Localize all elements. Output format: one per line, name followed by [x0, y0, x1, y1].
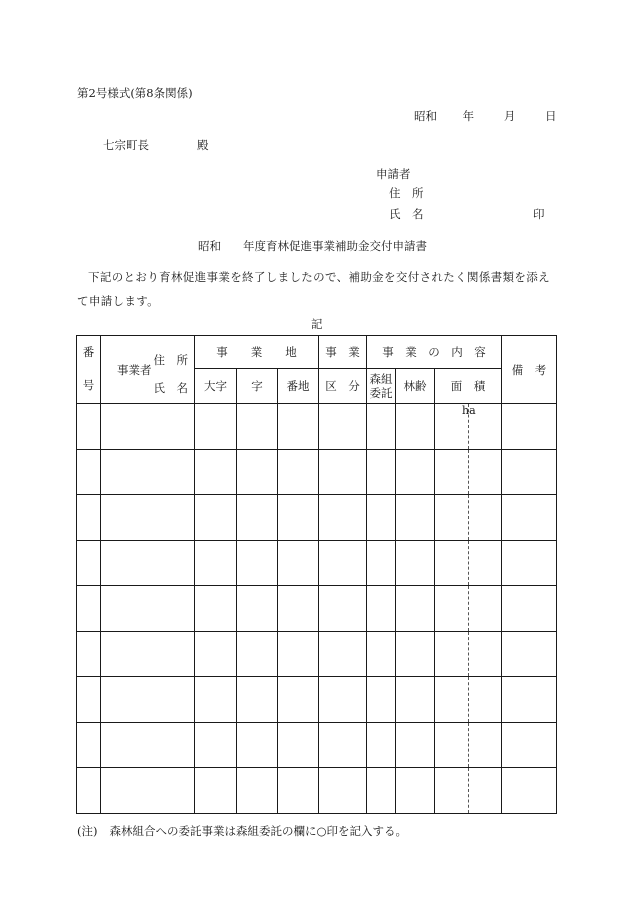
table-cell[interactable]	[278, 404, 319, 450]
col-operator	[101, 336, 195, 404]
table-cell[interactable]	[77, 586, 101, 632]
area-divider	[468, 632, 469, 677]
table-cell[interactable]	[367, 677, 396, 723]
col-category-sub: 区 分	[319, 369, 367, 404]
table-cell[interactable]	[278, 722, 319, 768]
table-cell[interactable]	[502, 722, 557, 768]
table-cell[interactable]	[396, 449, 435, 495]
table-cell[interactable]	[502, 404, 557, 450]
table-cell[interactable]	[319, 495, 367, 541]
col-lot: 番地	[278, 369, 319, 404]
addressee	[103, 137, 209, 153]
col-content: 事 業 の 内 容	[367, 336, 502, 369]
col-remarks: 備 考	[502, 336, 557, 404]
table-cell[interactable]	[435, 722, 502, 768]
table-cell[interactable]	[435, 631, 502, 677]
table-cell[interactable]	[367, 540, 396, 586]
date-day: 日	[544, 109, 557, 123]
table-cell[interactable]	[367, 631, 396, 677]
table-cell[interactable]	[278, 540, 319, 586]
table-cell[interactable]	[101, 586, 195, 632]
footnote	[77, 823, 407, 839]
table-cell[interactable]	[195, 586, 237, 632]
addressee-suffix: 殿	[197, 138, 209, 152]
table-cell[interactable]	[101, 449, 195, 495]
table-cell[interactable]	[502, 768, 557, 814]
table-cell[interactable]	[101, 631, 195, 677]
table-cell[interactable]	[278, 449, 319, 495]
date-month: 月	[503, 109, 516, 123]
table-cell[interactable]	[367, 495, 396, 541]
table-cell[interactable]	[77, 449, 101, 495]
operator-address-label: 住 所	[153, 353, 188, 367]
application-table	[76, 335, 557, 814]
document-title	[198, 238, 427, 254]
body-text: 下記のとおり育林促進事業を終了しましたので、補助金を交付されたく関係書類を添えて申請します。	[77, 270, 550, 308]
table-cell[interactable]	[101, 722, 195, 768]
table-cell[interactable]	[502, 449, 557, 495]
table-cell[interactable]	[502, 677, 557, 723]
date-line	[414, 108, 556, 124]
addressee-name: 七宗町長	[103, 138, 149, 152]
col-consign	[367, 369, 396, 404]
consign-text: 森組 委託	[369, 372, 393, 400]
table-cell[interactable]	[367, 449, 396, 495]
table-cell[interactable]	[319, 449, 367, 495]
col-aza: 字	[237, 369, 278, 404]
table-cell[interactable]	[435, 540, 502, 586]
table-cell[interactable]	[396, 586, 435, 632]
table-cell[interactable]	[278, 677, 319, 723]
note-text: 森林組合への委託事業は森組委託の欄に○印を記入する。	[109, 824, 408, 838]
table-row	[77, 677, 557, 723]
date-era: 昭和	[414, 109, 437, 123]
table-cell[interactable]	[101, 404, 195, 450]
seal-mark: 印	[533, 207, 545, 221]
col-number-top: 番	[82, 345, 95, 359]
col-area: 面 積	[435, 369, 502, 404]
table-cell[interactable]	[319, 586, 367, 632]
table-cell[interactable]	[278, 495, 319, 541]
table-cell[interactable]	[396, 495, 435, 541]
area-unit: ha	[462, 404, 476, 417]
col-age: 林齢	[396, 369, 435, 404]
table-cell[interactable]	[195, 404, 237, 450]
date-year: 年	[462, 109, 475, 123]
table-cell[interactable]	[77, 722, 101, 768]
table-cell[interactable]	[396, 722, 435, 768]
table-row	[77, 449, 557, 495]
table-row	[77, 404, 557, 450]
area-divider	[468, 541, 469, 586]
table-cell[interactable]	[101, 495, 195, 541]
area-divider	[468, 723, 469, 768]
table-row	[77, 722, 557, 768]
area-divider	[468, 495, 469, 540]
table-cell[interactable]	[195, 768, 237, 814]
table-cell[interactable]	[237, 631, 278, 677]
applicant-name-label: 氏 名	[389, 207, 424, 221]
table-cell[interactable]	[319, 677, 367, 723]
title-text: 年度育林促進事業補助金交付申請書	[243, 239, 427, 253]
operator-name-label: 氏 名	[153, 381, 188, 395]
table-cell[interactable]	[77, 677, 101, 723]
ki-mark: 記	[311, 317, 323, 331]
table-cell[interactable]	[367, 722, 396, 768]
table-row	[77, 586, 557, 632]
table-cell[interactable]	[77, 495, 101, 541]
table-cell[interactable]	[101, 768, 195, 814]
table-row	[77, 768, 557, 814]
area-divider	[468, 768, 469, 813]
note-label: (注)	[77, 824, 98, 838]
col-aza-large: 大字	[195, 369, 237, 404]
table-cell[interactable]	[502, 631, 557, 677]
table-row	[77, 495, 557, 541]
col-location: 事 業 地	[195, 336, 319, 369]
table-cell[interactable]	[435, 586, 502, 632]
table-cell[interactable]	[237, 768, 278, 814]
table-cell[interactable]	[278, 768, 319, 814]
table-cell[interactable]	[396, 540, 435, 586]
table-cell[interactable]	[195, 631, 237, 677]
applicant-address-label: 住 所	[389, 186, 424, 200]
table-row	[77, 631, 557, 677]
table-cell[interactable]	[367, 404, 396, 450]
table-cell[interactable]	[435, 495, 502, 541]
table-cell[interactable]	[435, 449, 502, 495]
table-cell[interactable]	[77, 404, 101, 450]
table-cell[interactable]	[237, 404, 278, 450]
table-cell[interactable]	[237, 495, 278, 541]
table-cell[interactable]	[435, 677, 502, 723]
table-cell[interactable]	[278, 586, 319, 632]
table-cell[interactable]	[319, 540, 367, 586]
form-number: 第2号様式(第8条関係)	[77, 86, 193, 100]
table-cell[interactable]	[278, 631, 319, 677]
table-cell[interactable]	[396, 677, 435, 723]
col-category: 事 業	[319, 336, 367, 369]
table-cell[interactable]	[435, 404, 502, 450]
table-cell[interactable]	[502, 495, 557, 541]
table-cell[interactable]	[319, 404, 367, 450]
table-cell[interactable]	[396, 631, 435, 677]
table-cell[interactable]	[237, 540, 278, 586]
table-cell[interactable]	[502, 540, 557, 586]
table-row	[77, 540, 557, 586]
table-cell[interactable]	[101, 540, 195, 586]
table-cell[interactable]	[367, 768, 396, 814]
table-cell[interactable]	[237, 677, 278, 723]
table-cell[interactable]	[435, 768, 502, 814]
table-cell[interactable]	[195, 722, 237, 768]
table-cell[interactable]	[77, 768, 101, 814]
col-number	[77, 336, 101, 404]
table-cell[interactable]	[502, 586, 557, 632]
area-divider	[468, 586, 469, 631]
table-cell[interactable]	[195, 540, 237, 586]
table-cell[interactable]	[195, 677, 237, 723]
table-cell[interactable]	[319, 631, 367, 677]
col-number-bottom: 号	[82, 378, 95, 392]
table-cell[interactable]	[101, 677, 195, 723]
table-cell[interactable]	[237, 586, 278, 632]
table-cell[interactable]	[195, 449, 237, 495]
operator-label: 事業者	[117, 363, 152, 377]
header-row-1	[77, 336, 557, 369]
table-cell[interactable]	[396, 768, 435, 814]
table-cell[interactable]	[237, 722, 278, 768]
applicant-label: 申請者	[376, 167, 411, 181]
table-cell[interactable]	[77, 631, 101, 677]
table-cell[interactable]	[237, 449, 278, 495]
table-cell[interactable]	[396, 404, 435, 450]
table-body	[77, 404, 557, 814]
table-cell[interactable]	[319, 768, 367, 814]
table-cell[interactable]	[367, 586, 396, 632]
area-divider	[468, 450, 469, 495]
table-cell[interactable]	[319, 722, 367, 768]
table-cell[interactable]	[195, 495, 237, 541]
title-era: 昭和	[198, 239, 221, 253]
area-divider	[468, 677, 469, 722]
table-cell[interactable]	[77, 540, 101, 586]
